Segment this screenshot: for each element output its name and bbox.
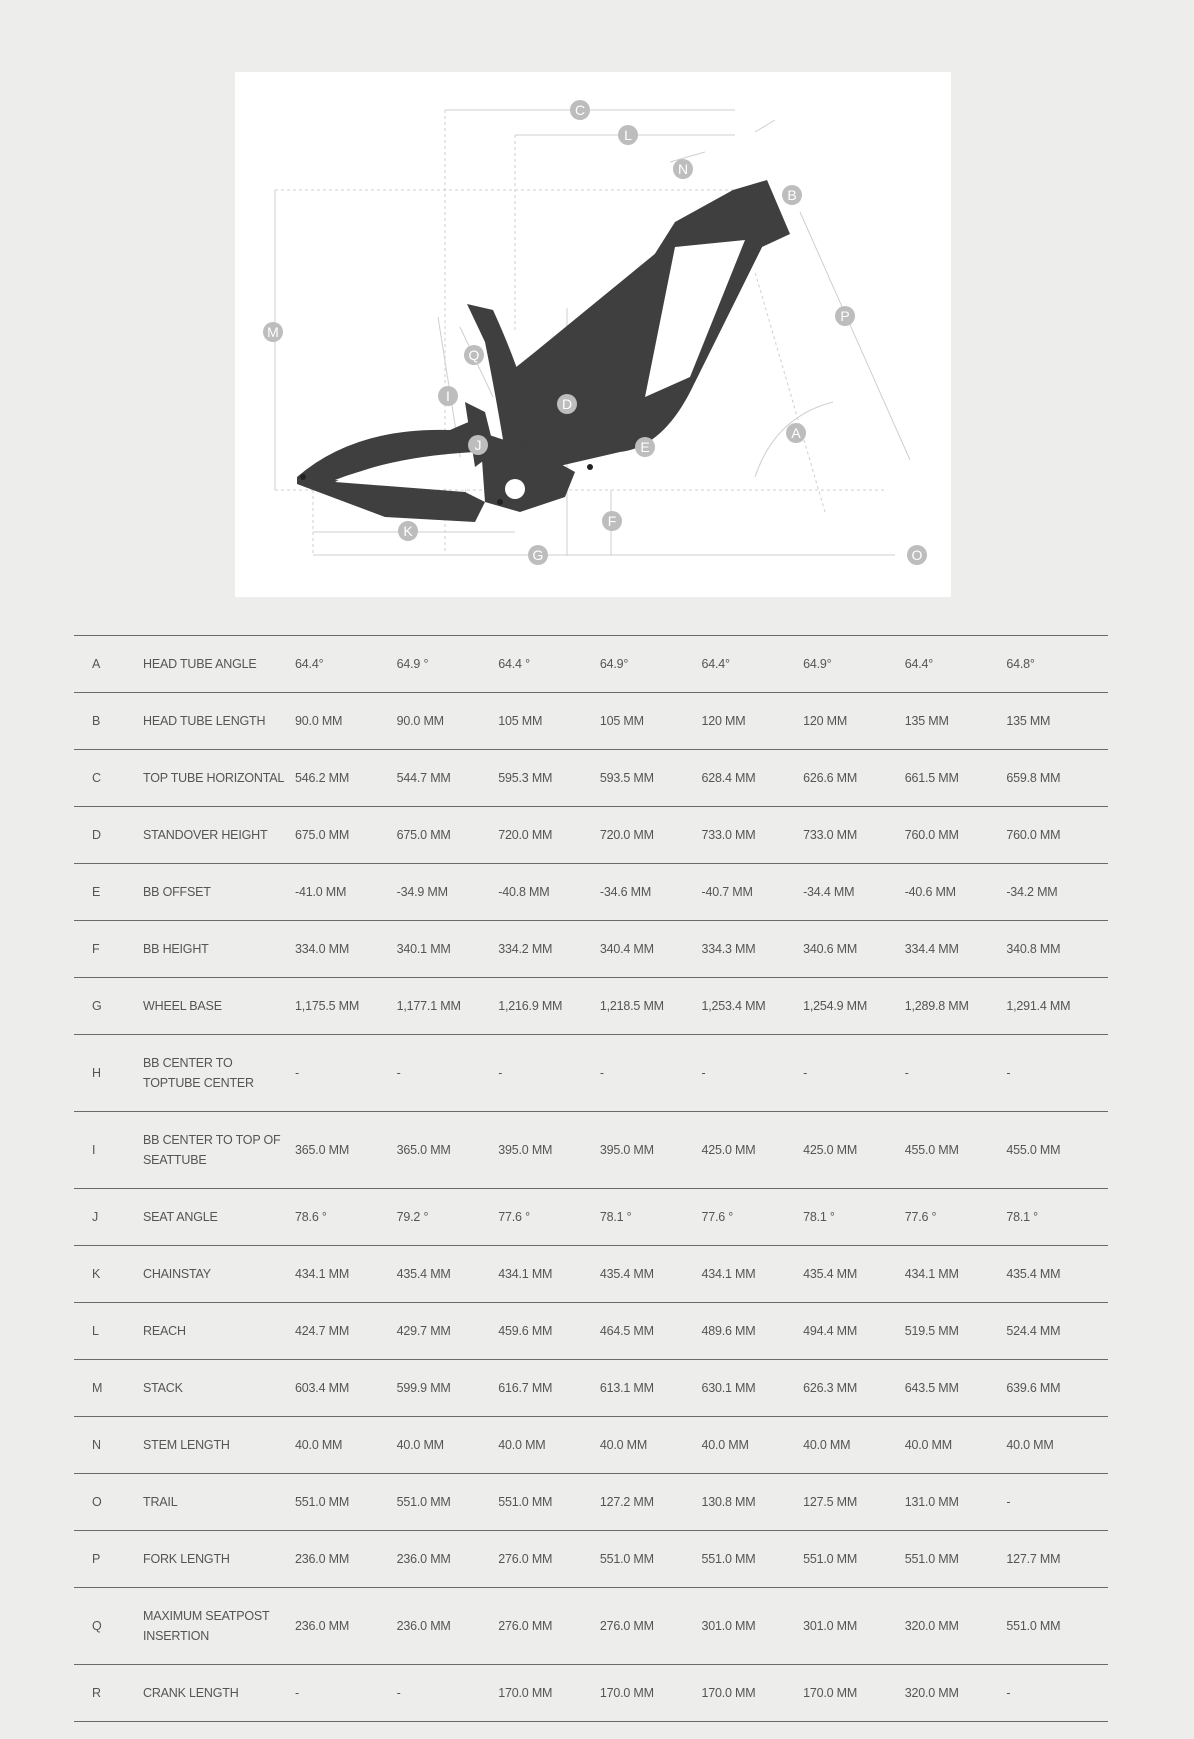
size-value-1: 551.0 MM	[295, 1495, 350, 1509]
size-value-3: 276.0 MM	[498, 1552, 553, 1566]
callout-m	[263, 322, 283, 342]
size-value-2: -	[396, 1066, 401, 1080]
size-value-4: 276.0 MM	[599, 1619, 654, 1633]
row-label: HEAD TUBE LENGTH	[143, 714, 266, 728]
size-value-6: 435.4 MM	[803, 1267, 858, 1281]
svg-text:M: M	[267, 324, 279, 340]
size-value-3: 395.0 MM	[498, 1143, 553, 1157]
row-label: TOP TUBE HORIZONTAL	[143, 771, 285, 785]
size-value-6: -	[803, 1066, 808, 1080]
size-value-3: 40.0 MM	[498, 1438, 546, 1452]
row-label: FORK LENGTH	[143, 1552, 230, 1566]
size-value-1: -41.0 MM	[295, 885, 347, 899]
row-key: F	[92, 942, 100, 956]
size-value-1: 90.0 MM	[295, 714, 343, 728]
table-row	[74, 636, 1108, 693]
size-value-6: -34.4 MM	[803, 885, 855, 899]
size-value-8: 340.8 MM	[1006, 942, 1061, 956]
size-value-8: -34.2 MM	[1006, 885, 1058, 899]
size-value-3: 616.7 MM	[498, 1381, 553, 1395]
size-value-1: 546.2 MM	[295, 771, 350, 785]
callout-b	[782, 185, 802, 205]
size-value-3: 720.0 MM	[498, 828, 553, 842]
callout-n	[673, 159, 693, 179]
table-row	[74, 1189, 1108, 1246]
size-value-4: 613.1 MM	[599, 1381, 654, 1395]
size-value-5: 630.1 MM	[701, 1381, 756, 1395]
size-value-2: 236.0 MM	[396, 1552, 451, 1566]
size-value-7: 760.0 MM	[904, 828, 959, 842]
svg-text:J: J	[474, 437, 482, 453]
callout-k	[398, 521, 418, 541]
size-value-3: 459.6 MM	[498, 1324, 553, 1338]
svg-text:I: I	[446, 388, 450, 404]
size-value-7: 455.0 MM	[904, 1143, 959, 1157]
svg-text:A: A	[791, 425, 801, 441]
size-value-7: 135 MM	[904, 714, 949, 728]
size-value-7: 643.5 MM	[904, 1381, 959, 1395]
size-value-3: 551.0 MM	[498, 1495, 553, 1509]
size-value-5: -	[701, 1066, 706, 1080]
size-value-6: 551.0 MM	[803, 1552, 858, 1566]
size-value-1: 434.1 MM	[295, 1267, 350, 1281]
size-value-4: 78.1 °	[599, 1210, 632, 1224]
row-key: C	[92, 771, 101, 785]
svg-text:K: K	[403, 523, 413, 539]
row-key: O	[92, 1495, 102, 1509]
row-label: STEM LENGTH	[143, 1438, 230, 1452]
size-value-8: -	[1006, 1066, 1011, 1080]
size-value-7: 320.0 MM	[904, 1619, 959, 1633]
size-value-4: 435.4 MM	[599, 1267, 654, 1281]
size-value-2: 429.7 MM	[396, 1324, 451, 1338]
size-value-4: 40.0 MM	[599, 1438, 648, 1452]
size-value-7: 40.0 MM	[904, 1438, 952, 1452]
size-value-4: 64.9°	[599, 657, 629, 671]
callout-d	[557, 394, 577, 414]
size-value-4: 170.0 MM	[599, 1686, 654, 1700]
size-value-5: 130.8 MM	[701, 1495, 756, 1509]
size-value-2: 236.0 MM	[396, 1619, 451, 1633]
size-value-1: 1,175.5 MM	[295, 999, 360, 1013]
row-label: BB OFFSET	[143, 885, 211, 899]
size-value-3: 276.0 MM	[498, 1619, 553, 1633]
size-value-6: 78.1 °	[803, 1210, 835, 1224]
svg-text:F: F	[607, 513, 617, 529]
svg-text:C: C	[574, 102, 586, 118]
size-value-6: 64.9°	[803, 657, 832, 671]
size-value-1: -	[295, 1686, 300, 1700]
size-value-3: 334.2 MM	[498, 942, 553, 956]
row-key: A	[92, 657, 101, 671]
table-row	[74, 1417, 1108, 1474]
callout-j	[468, 435, 488, 455]
size-value-7: 434.1 MM	[904, 1267, 959, 1281]
callout-l	[618, 125, 638, 145]
size-value-4: -	[599, 1066, 604, 1080]
table-row	[74, 921, 1108, 978]
size-value-4: 720.0 MM	[599, 828, 654, 842]
table-row	[74, 1588, 1108, 1665]
size-value-7: 661.5 MM	[904, 771, 959, 785]
size-value-1: -	[295, 1066, 300, 1080]
row-key: B	[92, 714, 101, 728]
size-value-4: 340.4 MM	[599, 942, 654, 956]
row-key: R	[92, 1686, 101, 1700]
callout-f	[602, 511, 622, 531]
row-label: BB CENTER TO TOP OF SEATTUBE	[143, 1133, 281, 1167]
size-value-2: 64.9 °	[396, 657, 429, 671]
row-key: K	[92, 1267, 101, 1281]
size-value-4: 551.0 MM	[599, 1552, 654, 1566]
size-value-7: 320.0 MM	[904, 1686, 959, 1700]
size-value-3: 77.6 °	[498, 1210, 530, 1224]
size-value-5: -40.7 MM	[701, 885, 753, 899]
row-label: HEAD TUBE ANGLE	[143, 657, 257, 671]
size-value-7: 64.4°	[904, 657, 934, 671]
size-value-8: 659.8 MM	[1006, 771, 1061, 785]
row-key: G	[92, 999, 102, 1013]
size-value-8: 760.0 MM	[1006, 828, 1061, 842]
size-value-7: -	[904, 1066, 909, 1080]
size-value-3: 1,216.9 MM	[498, 999, 563, 1013]
size-value-8: 435.4 MM	[1006, 1267, 1061, 1281]
table-row	[74, 1112, 1108, 1189]
svg-text:E: E	[640, 439, 650, 455]
size-value-5: 551.0 MM	[701, 1552, 756, 1566]
size-value-6: 340.6 MM	[803, 942, 858, 956]
row-label: MAXIMUM SEATPOST INSERTION	[143, 1609, 270, 1643]
size-value-6: 1,254.9 MM	[803, 999, 868, 1013]
size-value-8: 639.6 MM	[1006, 1381, 1061, 1395]
size-value-8: 524.4 MM	[1006, 1324, 1061, 1338]
svg-text:P: P	[840, 308, 850, 324]
size-value-6: 40.0 MM	[803, 1438, 851, 1452]
size-value-5: 1,253.4 MM	[701, 999, 766, 1013]
table-row	[74, 1246, 1108, 1303]
row-key: E	[92, 885, 101, 899]
size-value-5: 120 MM	[701, 714, 746, 728]
row-label: BB HEIGHT	[143, 942, 209, 956]
row-key: D	[92, 828, 101, 842]
size-value-8: 127.7 MM	[1006, 1552, 1061, 1566]
table-row	[74, 1035, 1108, 1112]
size-value-8: 78.1 °	[1006, 1210, 1038, 1224]
size-value-6: 127.5 MM	[803, 1495, 858, 1509]
frame-geometry-svg	[235, 72, 951, 597]
row-label: CRANK LENGTH	[143, 1686, 239, 1700]
size-value-7: -40.6 MM	[904, 885, 956, 899]
size-value-5: 733.0 MM	[701, 828, 756, 842]
size-value-5: 40.0 MM	[701, 1438, 749, 1452]
size-value-2: 544.7 MM	[396, 771, 451, 785]
svg-text:G: G	[532, 547, 544, 563]
svg-text:L: L	[624, 127, 632, 143]
callout-c	[570, 100, 590, 120]
callout-o	[907, 545, 927, 565]
row-label: TRAIL	[143, 1495, 178, 1509]
size-value-4: 127.2 MM	[599, 1495, 654, 1509]
row-label: STACK	[143, 1381, 183, 1395]
size-value-3: -	[498, 1066, 503, 1080]
size-value-5: 489.6 MM	[701, 1324, 756, 1338]
row-label: SEAT ANGLE	[143, 1210, 218, 1224]
size-value-2: 599.9 MM	[396, 1381, 451, 1395]
size-value-8: 40.0 MM	[1006, 1438, 1054, 1452]
size-value-6: 494.4 MM	[803, 1324, 858, 1338]
size-value-4: -34.6 MM	[599, 885, 652, 899]
row-key: J	[92, 1210, 99, 1224]
size-value-8: 64.8°	[1006, 657, 1035, 671]
table-row	[74, 1665, 1108, 1722]
size-value-7: 1,289.8 MM	[904, 999, 969, 1013]
size-value-1: 40.0 MM	[295, 1438, 343, 1452]
size-value-1: 365.0 MM	[295, 1143, 350, 1157]
svg-text:O: O	[911, 547, 923, 563]
table-row	[74, 864, 1108, 921]
table-row	[74, 807, 1108, 864]
size-value-5: 170.0 MM	[701, 1686, 756, 1700]
frame-geometry-diagram	[235, 72, 951, 597]
size-value-4: 593.5 MM	[599, 771, 654, 785]
size-value-3: 105 MM	[498, 714, 543, 728]
size-value-7: 131.0 MM	[904, 1495, 959, 1509]
size-value-1: 236.0 MM	[295, 1552, 350, 1566]
size-value-6: 733.0 MM	[803, 828, 858, 842]
size-value-8: 551.0 MM	[1006, 1619, 1061, 1633]
bike-frame	[297, 180, 790, 522]
size-value-2: 340.1 MM	[396, 942, 451, 956]
size-value-5: 334.3 MM	[701, 942, 756, 956]
callout-a	[786, 423, 806, 443]
row-label: STANDOVER HEIGHT	[143, 828, 268, 842]
size-value-5: 64.4°	[701, 657, 730, 671]
size-value-5: 425.0 MM	[701, 1143, 756, 1157]
size-value-8: 455.0 MM	[1006, 1143, 1061, 1157]
row-key: M	[92, 1381, 103, 1395]
size-value-7: 334.4 MM	[904, 942, 959, 956]
size-value-2: 90.0 MM	[396, 714, 444, 728]
size-value-3: 64.4 °	[498, 657, 530, 671]
row-label: BB CENTER TO TOPTUBE CENTER	[143, 1056, 254, 1090]
size-value-6: 425.0 MM	[803, 1143, 858, 1157]
callout-p	[835, 306, 855, 326]
callout-i	[438, 386, 458, 406]
row-key: Q	[92, 1619, 102, 1633]
size-value-3: -40.8 MM	[498, 885, 550, 899]
size-value-1: 64.4°	[295, 657, 324, 671]
row-label: WHEEL BASE	[143, 999, 222, 1013]
size-value-2: 40.0 MM	[396, 1438, 444, 1452]
size-value-5: 628.4 MM	[701, 771, 756, 785]
row-label: CHAINSTAY	[143, 1267, 211, 1281]
size-value-1: 236.0 MM	[295, 1619, 350, 1633]
size-value-1: 78.6 °	[295, 1210, 327, 1224]
size-value-2: 435.4 MM	[396, 1267, 451, 1281]
svg-text:B: B	[787, 187, 797, 203]
size-value-2: -34.9 MM	[396, 885, 448, 899]
geometry-table	[74, 635, 1108, 1722]
size-value-2: 365.0 MM	[396, 1143, 451, 1157]
table-row	[74, 750, 1108, 807]
table-row	[74, 1303, 1108, 1360]
row-key: N	[92, 1438, 101, 1452]
size-value-5: 77.6 °	[701, 1210, 734, 1224]
table-row	[74, 1531, 1108, 1588]
size-value-6: 301.0 MM	[803, 1619, 858, 1633]
size-value-4: 105 MM	[599, 714, 644, 728]
size-value-1: 334.0 MM	[295, 942, 350, 956]
size-value-7: 519.5 MM	[904, 1324, 959, 1338]
row-label: REACH	[143, 1324, 186, 1338]
size-value-3: 595.3 MM	[498, 771, 553, 785]
size-value-6: 170.0 MM	[803, 1686, 858, 1700]
size-value-8: -	[1006, 1495, 1011, 1509]
svg-text:D: D	[561, 396, 573, 412]
size-value-2: 551.0 MM	[396, 1495, 451, 1509]
size-value-2: 675.0 MM	[396, 828, 451, 842]
row-key: H	[92, 1066, 101, 1080]
size-value-6: 626.3 MM	[803, 1381, 858, 1395]
size-value-1: 424.7 MM	[295, 1324, 350, 1338]
size-value-6: 626.6 MM	[803, 771, 858, 785]
table-row	[74, 978, 1108, 1035]
size-value-8: -	[1006, 1686, 1011, 1700]
size-value-1: 675.0 MM	[295, 828, 350, 842]
callout-q	[464, 345, 484, 365]
table-row	[74, 1474, 1108, 1531]
table-row	[74, 693, 1108, 750]
size-value-3: 434.1 MM	[498, 1267, 553, 1281]
size-value-2: 1,177.1 MM	[396, 999, 461, 1013]
size-value-1: 603.4 MM	[295, 1381, 350, 1395]
callout-e	[635, 437, 655, 457]
size-value-5: 434.1 MM	[701, 1267, 756, 1281]
size-value-2: -	[396, 1686, 401, 1700]
size-value-3: 170.0 MM	[498, 1686, 553, 1700]
callout-g	[528, 545, 548, 565]
size-value-4: 395.0 MM	[599, 1143, 654, 1157]
size-value-4: 464.5 MM	[599, 1324, 654, 1338]
size-value-6: 120 MM	[803, 714, 848, 728]
row-key: L	[92, 1324, 99, 1338]
size-value-7: 77.6 °	[904, 1210, 937, 1224]
svg-text:Q: Q	[468, 347, 480, 363]
svg-text:N: N	[677, 161, 689, 177]
size-value-4: 1,218.5 MM	[599, 999, 664, 1013]
size-value-5: 301.0 MM	[701, 1619, 756, 1633]
size-value-7: 551.0 MM	[904, 1552, 959, 1566]
size-value-2: 79.2 °	[396, 1210, 429, 1224]
row-key: I	[92, 1143, 96, 1157]
row-key: P	[92, 1552, 101, 1566]
size-value-8: 1,291.4 MM	[1006, 999, 1071, 1013]
table-row	[74, 1360, 1108, 1417]
size-value-8: 135 MM	[1006, 714, 1051, 728]
